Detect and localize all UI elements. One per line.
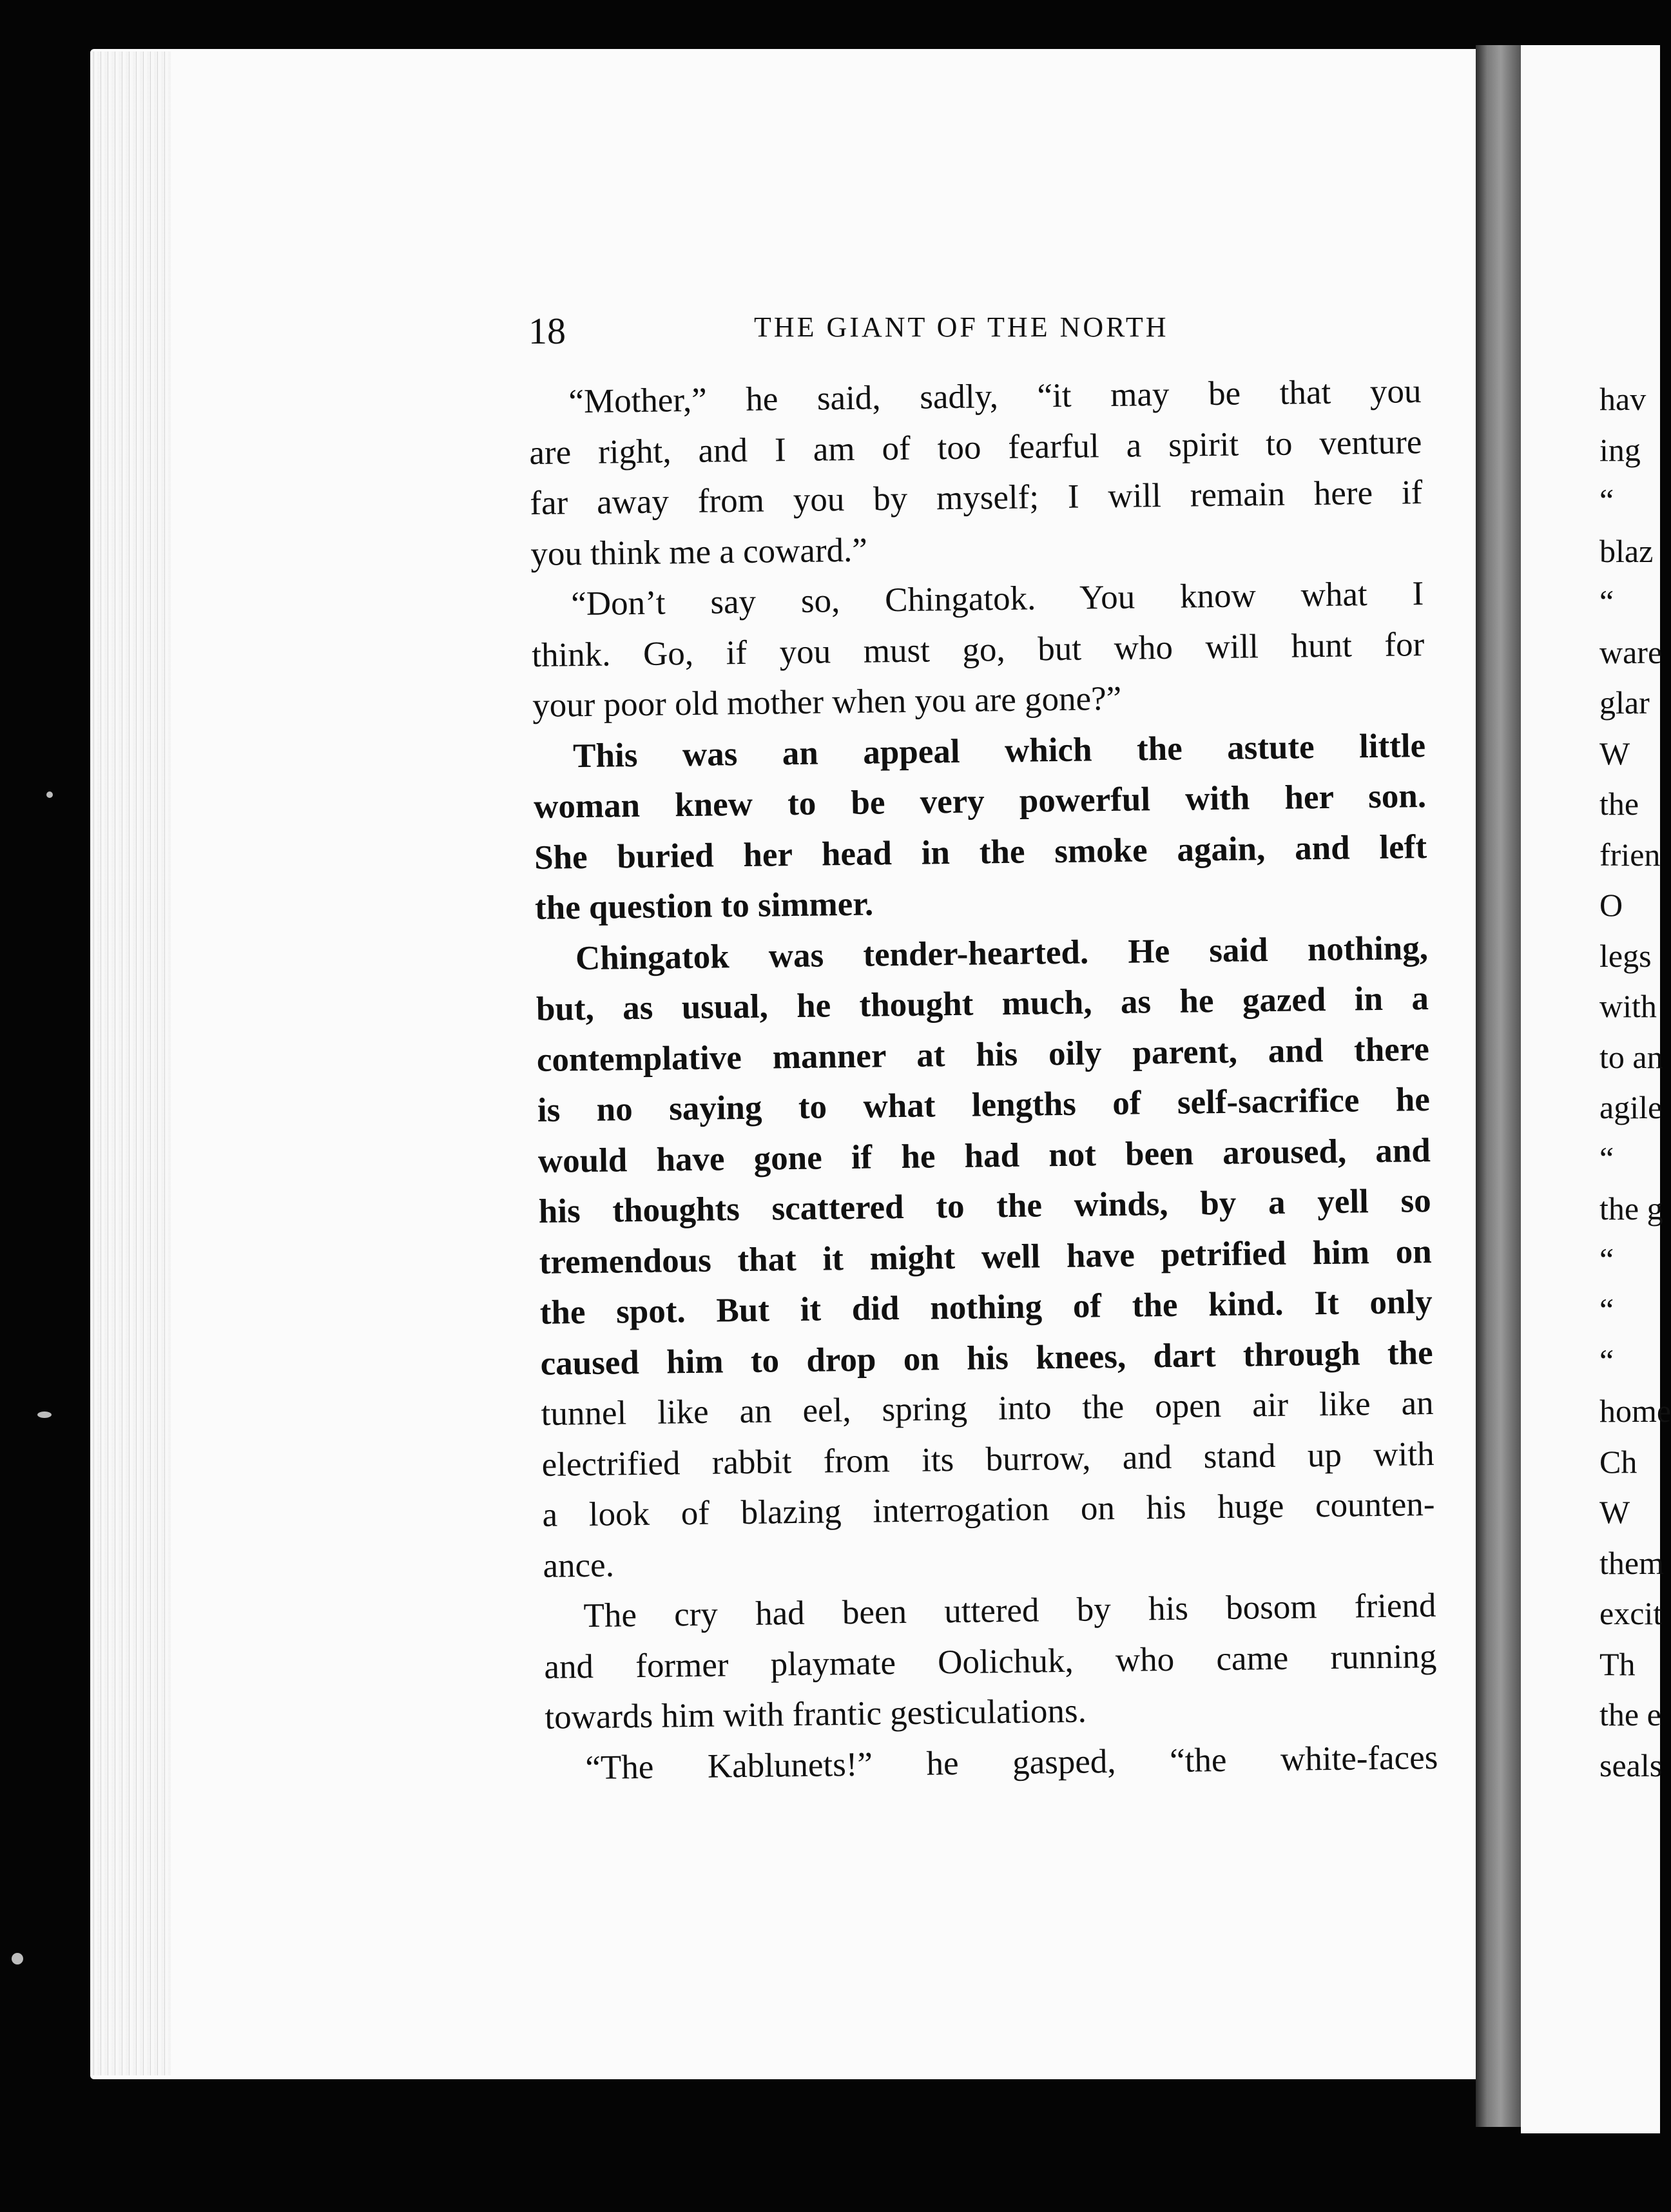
body-line: electrified rabbit from its burrow, and stand up with [541,1435,1434,1484]
body-line: woman knew to be very powerful with her son. [533,777,1427,826]
page-edges [90,52,171,2075]
body-line: but, as usual, he thought much, as he gazed in a [536,980,1429,1028]
facing-line: with [1599,988,1657,1024]
book-gutter [1476,45,1521,2127]
facing-line: “ [1599,583,1614,619]
facing-line: “ [1599,1292,1614,1328]
body-line: ance. [543,1546,615,1585]
scan-speck [46,791,53,798]
facing-line: the e [1599,1696,1661,1732]
facing-line: excit [1599,1595,1663,1631]
running-head-title: THE GIANT OF THE NORTH [754,311,1169,343]
facing-line: W [1599,735,1630,771]
facing-line: W [1599,1494,1630,1530]
page-number: 18 [528,310,566,352]
facing-line: seals [1599,1747,1663,1783]
facing-line: legs [1599,937,1652,974]
body-line: far away from you by myself; I will remain here if [530,474,1423,522]
facing-line: “ [1599,1140,1614,1176]
facing-line: Ch [1599,1443,1637,1480]
facing-line: blaz [1599,532,1654,569]
facing-line: O [1599,887,1623,923]
facing-line: the [1599,786,1639,822]
facing-line: frien [1599,836,1661,873]
facing-line: them [1599,1544,1664,1581]
body-line: the question to simmer. [534,885,874,927]
body-line: caused him to drop on his knees, dart through the [540,1334,1433,1382]
body-line: your poor old mother when you are gone?” [532,679,1122,724]
body-line: you think me a coward.” [530,531,868,573]
body-line: the spot. But it did nothing of the kind. It only [539,1283,1433,1332]
body-line: are right, and I am of too fearful a spirit to venture [529,423,1422,472]
facing-line: hav [1599,381,1647,417]
body-line: “Mother,” he said, sadly, “it may be that you [568,373,1422,421]
facing-line: the g [1599,1190,1663,1227]
facing-line: glar [1599,684,1650,721]
body-line: is no saying to what lengths of self-sacrifice he [537,1080,1431,1129]
body-line: and former playmate Oolichuk, who came running [544,1637,1437,1686]
body-line: The cry had been uttered by his bosom friend [583,1586,1436,1635]
facing-line: ing [1599,431,1641,468]
facing-line: to an [1599,1038,1663,1075]
body-line: would have gone if he had not been aroused, and [537,1131,1431,1180]
scan-speck [12,1953,23,1965]
body-line: “The Kablunets!” he gasped, “the white-faces [585,1738,1438,1787]
body-text [528,366,1438,1794]
body-line: his thoughts scattered to the winds, by a yell so [538,1181,1432,1230]
facing-line: ware [1599,634,1663,670]
scan-speck [37,1412,52,1418]
body-line: Chingatok was tender-hearted. He said nothing, [575,929,1429,977]
body-line: think. Go, if you must go, but who will hunt for [531,625,1425,674]
facing-line: agile [1599,1089,1663,1125]
body-line: This was an appeal which the astute little [572,726,1426,775]
body-line: tunnel like an eel, spring into the open air like an [541,1384,1434,1433]
facing-line: home [1599,1393,1671,1429]
facing-line: “ [1599,482,1614,518]
body-line: a look of blazing interrogation on his huge counten- [542,1485,1435,1534]
facing-line: “ [1599,1342,1614,1379]
facing-line: Th [1599,1645,1636,1682]
body-line: She buried her head in the smoke again, and left [534,828,1427,877]
body-line: “Don’t say so, Chingatok. You know what I [570,575,1424,623]
body-line: tremendous that it might well have petrified him on [539,1232,1433,1281]
facing-page-fragments [1599,374,1671,1790]
body-line: contemplative manner at his oily parent, and there [536,1030,1430,1079]
body-line: towards him with frantic gesticulations. [545,1692,1087,1736]
facing-line: “ [1599,1241,1614,1277]
